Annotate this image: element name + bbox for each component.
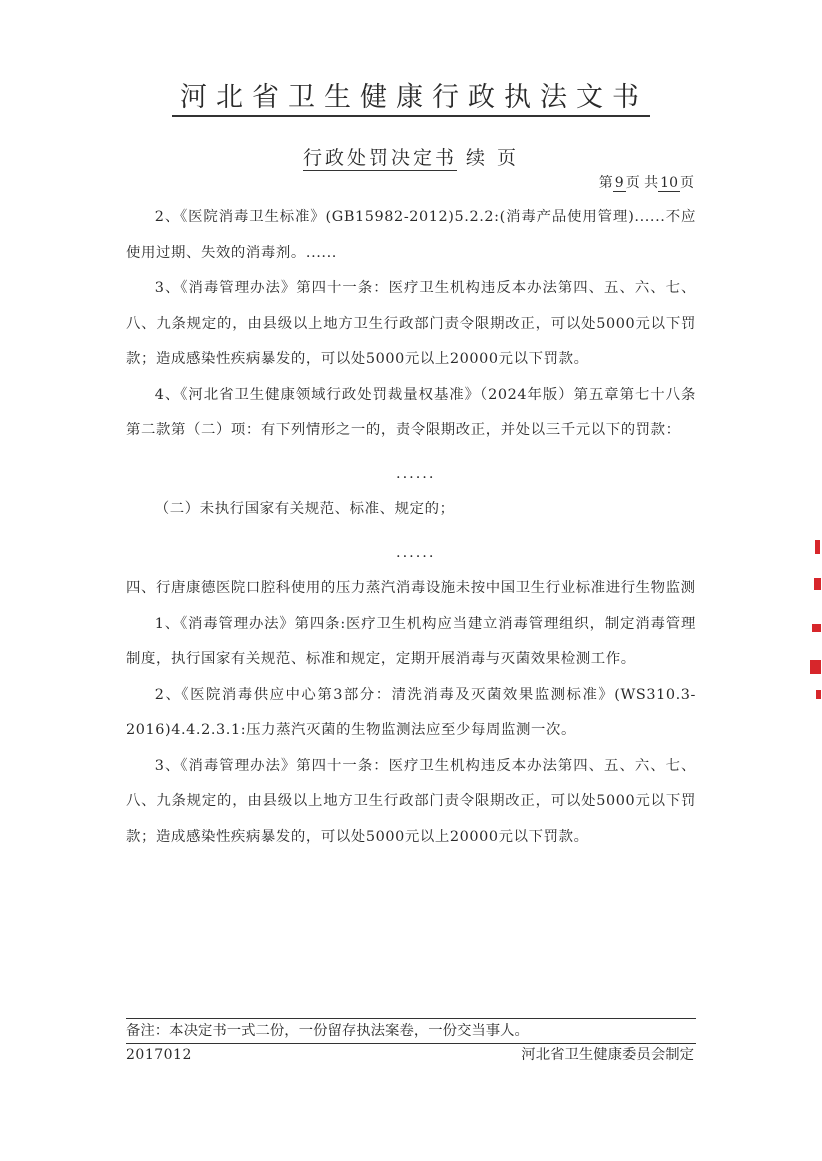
seal-fragment	[810, 660, 821, 674]
seal-fragment	[816, 690, 821, 699]
footer-middle-rule	[126, 1043, 696, 1044]
page-suffix: 页	[680, 175, 694, 191]
document-subtitle	[0, 144, 822, 172]
page-prefix: 第	[598, 175, 613, 191]
document-body	[126, 200, 696, 855]
paragraph-discretion-benchmark: 4、《河北省卫生健康领域行政处罚裁量权基准》（2024年版）第五章第七十八条第二款第（二）项：有下列情形之一的，责令限期改正，并处以三千元以下的罚款：	[126, 386, 696, 438]
document-title-text: 河北省卫生健康行政执法文书	[172, 82, 650, 117]
seal-edge-mark	[806, 540, 822, 710]
footer-top-rule	[126, 1018, 696, 1019]
footer-note: 备注：本决定书一式二份，一份留存执法案卷，一份交当事人。	[126, 1023, 529, 1039]
page-middle: 页 共	[625, 175, 659, 191]
continuation-label: 续 页	[466, 147, 520, 169]
ellipsis-2: ......	[396, 544, 436, 561]
page-counter	[599, 173, 694, 193]
document-title	[0, 78, 822, 118]
paragraph-disinfection-rule-4: 1、《消毒管理办法》第四条:医疗卫生机构应当建立消毒管理组织，制定消毒管理制度，执行国家有关规范、标准和规定，定期开展消毒与灭菌效果检测工作。	[126, 615, 696, 667]
ellipsis-1: ......	[396, 465, 436, 482]
seal-fragment	[815, 540, 820, 554]
issuer: 河北省卫生健康委员会制定	[521, 1047, 694, 1063]
page-total: 10	[660, 175, 678, 191]
paragraph-hospital-disinfection-standard: 2、《医院消毒卫生标准》(GB15982-2012)5.2.2:(消毒产品使用管理)......不应使用过期、失效的消毒剂。......	[126, 209, 696, 261]
paragraph-ws310-standard: 2、《医院消毒供应中心第3部分：清洗消毒及灭菌效果监测标准》(WS310.3-2016)4.4.2.3.1:压力蒸汽灭菌的生物监测法应至少每周监测一次。	[126, 686, 696, 738]
document-type: 行政处罚决定书	[302, 147, 457, 169]
page-current: 9	[614, 175, 624, 191]
section-heading-4: 四、行唐康德医院口腔科使用的压力蒸汽消毒设施未按中国卫生行业标准进行生物监测	[126, 580, 696, 596]
paragraph-disinfection-rule-41-repeat: 3、《消毒管理办法》第四十一条：医疗卫生机构违反本办法第四、五、六、七、八、九条规定的，由县级以上地方卫生行政部门责令限期改正，可以处5000元以下罚款；造成感染性疾病暴发的，可以处5000元以上20000元以下罚款。	[126, 757, 696, 845]
paragraph-item-2: （二）未执行国家有关规范、标准、规定的；	[154, 501, 455, 517]
seal-fragment	[814, 578, 821, 590]
paragraph-disinfection-rule-41: 3、《消毒管理办法》第四十一条：医疗卫生机构违反本办法第四、五、六、七、八、九条规定的，由县级以上地方卫生行政部门责令限期改正，可以处5000元以下罚款；造成感染性疾病暴发的，可以处5000元以上20000元以下罚款。	[126, 280, 696, 367]
seal-fragment	[812, 624, 821, 632]
form-code: 2017012	[126, 1047, 192, 1063]
